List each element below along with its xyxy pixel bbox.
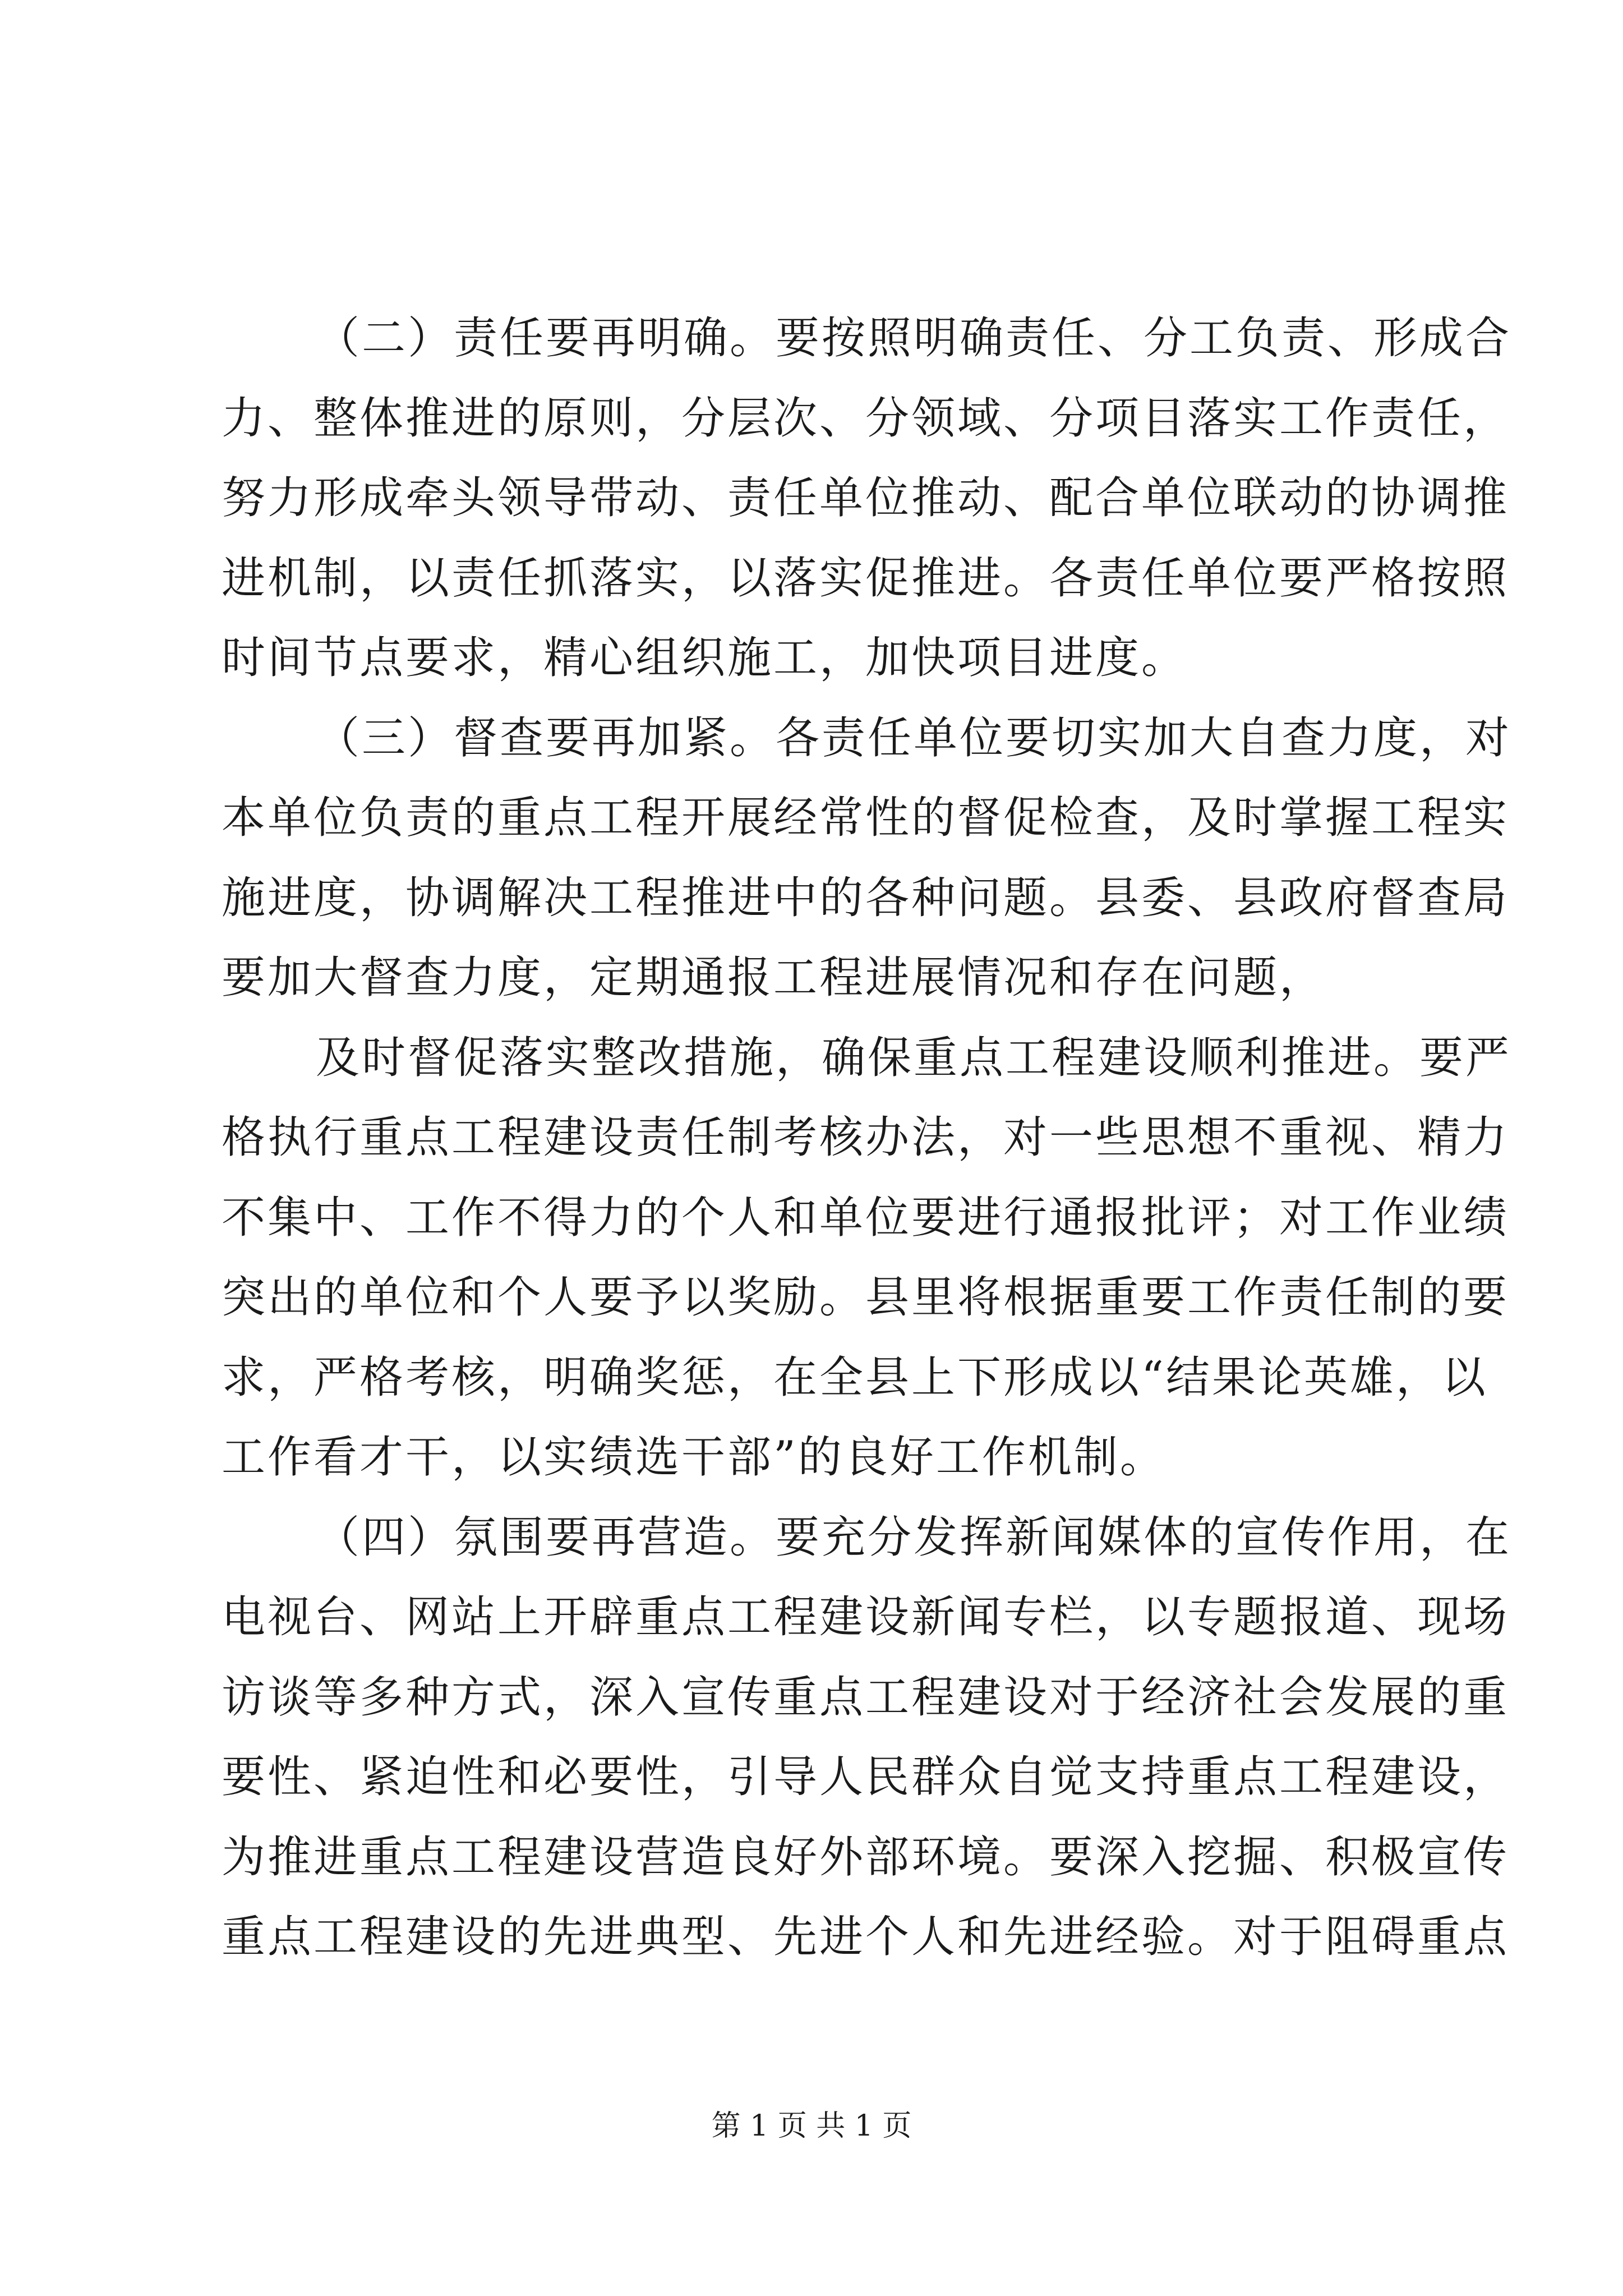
text-line: 要性、紧迫性和必要性，引导人民群众自觉支持重点工程建设， [222,1752,1510,1802]
page-footer [0,2109,1623,2143]
text-line: 访谈等多种方式，深入宣传重点工程建设对于经济社会发展的重 [222,1672,1510,1723]
text-line: 重点工程建设的先进典型、先进个人和先进经验。对于阻碍重点 [222,1912,1510,1962]
paragraph-supervision [222,698,1512,1018]
text-line: 不集中、工作不得力的个人和单位要进行通报批评；对工作业绩 [222,1192,1510,1243]
text-line: 及时督促落实整改措施，确保重点工程建设顺利推进。要严 [316,1032,1512,1083]
text-line: 施进度，协调解决工程推进中的各种问题。县委、县政府督查局 [222,872,1510,923]
text-line: 时间节点要求，精心组织施工，加快项目进度。 [222,633,1188,683]
text-line: 求，严格考核，明确奖惩，在全县上下形成以“结果论英雄，以 [222,1352,1488,1403]
text-line: 努力形成牵头领导带动、责任单位推动、配合单位联动的协调推 [222,473,1510,523]
paragraph-rectification [222,1018,1512,1498]
text-line: 工作看才干，以实绩选干部”的良好工作机制。 [222,1432,1166,1483]
text-line: （四）氛围要再营造。要充分发挥新闻媒体的宣传作用，在 [316,1512,1512,1563]
paragraph-atmosphere [222,1498,1512,1977]
text-line: 突出的单位和个人要予以奖励。县里将根据重要工作责任制的要 [222,1272,1510,1323]
text-line: （三）督查要再加紧。各责任单位要切实加大自查力度，对 [316,712,1512,763]
page-number-label: 第 1 页 共 1 页 [711,2109,912,2143]
text-line: 为推进重点工程建设营造良好外部环境。要深入挖掘、积极宣传 [222,1832,1510,1883]
text-line: 格执行重点工程建设责任制考核办法，对一些思想不重视、精力 [222,1112,1510,1163]
body-text [222,298,1512,1977]
text-line: 进机制，以责任抓落实，以落实促推进。各责任单位要严格按照 [222,553,1510,604]
text-line: 电视台、网站上开辟重点工程建设新闻专栏，以专题报道、现场 [222,1592,1510,1642]
paragraph-responsibility [222,298,1512,698]
text-line: 要加大督查力度，定期通报工程进展情况和存在问题， [222,953,1326,1003]
text-line: 本单位负责的重点工程开展经常性的督促检查，及时掌握工程实 [222,793,1510,843]
text-line: （二）责任要再明确。要按照明确责任、分工负责、形成合 [316,313,1512,364]
text-line: 力、整体推进的原则，分层次、分领域、分项目落实工作责任， [222,393,1510,444]
